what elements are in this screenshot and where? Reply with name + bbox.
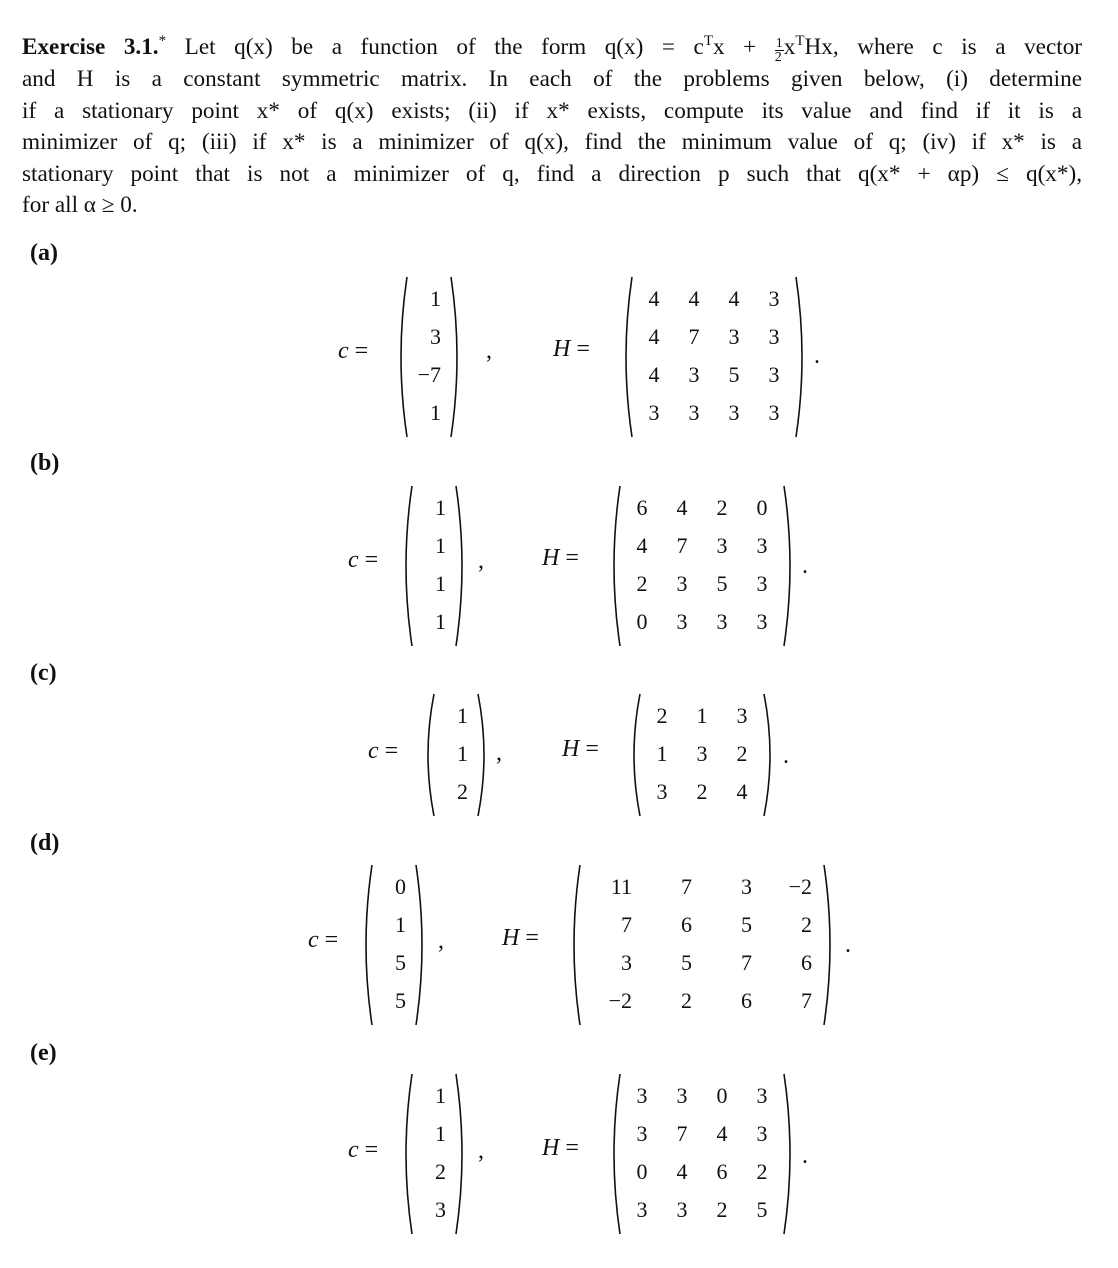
vector-entry: −7 xyxy=(417,362,441,387)
vector-entries xyxy=(414,1077,454,1229)
matrix-entry: 2 xyxy=(681,988,692,1013)
matrix-entry: 3 xyxy=(688,362,700,387)
matrix-entries xyxy=(622,1077,782,1229)
matrix-entry: 2 xyxy=(716,1197,728,1222)
one-half-fraction: $\frac{1}{2}$ xyxy=(774,36,783,65)
matrix-entry: 4 xyxy=(676,495,688,520)
matrix-entry: 7 xyxy=(688,324,700,349)
right-paren xyxy=(762,693,778,817)
part-label-e: (e) xyxy=(30,1040,57,1066)
matrix-entries xyxy=(622,489,782,641)
vector-entry: 1 xyxy=(435,533,446,558)
matrix-entry: 3 xyxy=(741,874,752,899)
H-label-d: H = xyxy=(502,925,539,951)
matrix-entry: 3 xyxy=(768,362,780,387)
vector-entries xyxy=(436,697,476,811)
matrix-entry: 4 xyxy=(648,324,660,349)
left-paren xyxy=(398,1073,414,1235)
matrix-entry: 0 xyxy=(716,1083,728,1108)
matrix-entry: 2 xyxy=(736,741,748,766)
H-label-c: H = xyxy=(562,736,599,762)
matrix-entry: 3 xyxy=(648,400,660,425)
matrix-entry: 1 xyxy=(656,741,668,766)
period-b: . xyxy=(802,553,808,579)
vector-entry: 1 xyxy=(435,1121,446,1146)
vector-entry: 2 xyxy=(457,779,468,804)
vector-entry: 5 xyxy=(395,988,406,1013)
matrix-entry: 7 xyxy=(621,912,632,937)
matrix-entry: 7 xyxy=(741,950,752,975)
matrix-entry: 1 xyxy=(696,703,708,728)
right-paren xyxy=(822,864,838,1026)
matrix-entry: 3 xyxy=(621,950,632,975)
vector-entry: 1 xyxy=(435,1083,446,1108)
matrix-entry: 0 xyxy=(636,1159,648,1184)
right-paren xyxy=(449,276,465,438)
matrix-entry: 3 xyxy=(756,533,768,558)
part-label-b: (b) xyxy=(30,450,60,476)
part-label-a: (a) xyxy=(30,240,58,266)
H-label-b: H = xyxy=(542,545,579,571)
H-matrix-e xyxy=(606,1073,798,1235)
matrix-entry: 5 xyxy=(728,362,740,387)
vector-entry: 1 xyxy=(430,400,441,425)
matrix-entry: 7 xyxy=(676,533,688,558)
vector-entry: 0 xyxy=(395,874,406,899)
statement-line-4: minimizer of q; (iii) if x* is a minimizer of q(x), find the minimum value of q; (iv) if x* is a xyxy=(22,129,1082,156)
period-d: . xyxy=(845,932,851,958)
vector-entry: 1 xyxy=(435,571,446,596)
matrix-entry: −2 xyxy=(788,874,812,899)
matrix-entry: 3 xyxy=(768,400,780,425)
matrix-entry: 3 xyxy=(676,571,688,596)
matrix-entry: 2 xyxy=(716,495,728,520)
vector-entry: 1 xyxy=(435,609,446,634)
H-label-e: H = xyxy=(542,1135,579,1161)
H-matrix-d xyxy=(566,864,838,1026)
matrix-entry: 2 xyxy=(801,912,812,937)
H-matrix-c xyxy=(626,693,778,817)
c-label-e: c = xyxy=(348,1137,379,1163)
matrix-entries xyxy=(582,868,822,1020)
matrix-entry: 3 xyxy=(756,1083,768,1108)
right-paren xyxy=(476,693,492,817)
matrix-entry: 7 xyxy=(676,1121,688,1146)
c-vector-c xyxy=(420,693,492,817)
exercise-statement xyxy=(22,26,1082,222)
matrix-entry: 3 xyxy=(636,1197,648,1222)
left-paren xyxy=(606,1073,622,1235)
matrix-entry: 5 xyxy=(741,912,752,937)
c-label-c: c = xyxy=(368,738,399,764)
matrix-entry: 3 xyxy=(768,286,780,311)
matrix-entry: 3 xyxy=(676,1083,688,1108)
statement-line-1: Exercise 3.1.* Let q(x) be a function of the form $q(x) = c^Tx$ + $\frac{1}{2}$ $x^THx$, where c is a vector xyxy=(22,33,1083,65)
matrix-entry: 3 xyxy=(656,779,668,804)
matrix-entry: 5 xyxy=(716,571,728,596)
vector-entries xyxy=(374,868,414,1020)
matrix-entry: 6 xyxy=(716,1159,728,1184)
matrix-entry: 2 xyxy=(636,571,648,596)
statement-line-6: for all α ≥ 0. xyxy=(22,192,138,219)
left-paren xyxy=(420,693,436,817)
part-label-c: (c) xyxy=(30,660,57,686)
left-paren xyxy=(398,485,414,647)
matrix-entry: 4 xyxy=(648,286,660,311)
vector-entry: 1 xyxy=(395,912,406,937)
matrix-entry: 11 xyxy=(610,874,632,899)
matrix-entry: −2 xyxy=(608,988,632,1013)
matrix-entry: 3 xyxy=(756,609,768,634)
c-vector-a xyxy=(393,276,465,438)
c-vector-e xyxy=(398,1073,470,1235)
vector-entry: 3 xyxy=(430,324,441,349)
vector-entry: 1 xyxy=(457,703,468,728)
matrix-entries xyxy=(634,280,794,432)
c-vector-b xyxy=(398,485,470,647)
vector-entry: 1 xyxy=(435,495,446,520)
matrix-entry: 7 xyxy=(801,988,812,1013)
matrix-entry: 3 xyxy=(728,400,740,425)
right-paren xyxy=(794,276,810,438)
matrix-entry: 6 xyxy=(681,912,692,937)
vector-entry: 1 xyxy=(457,741,468,766)
matrix-entry: 7 xyxy=(681,874,692,899)
H-matrix-b xyxy=(606,485,798,647)
c-label-b: c = xyxy=(348,547,379,573)
left-paren xyxy=(393,276,409,438)
right-paren xyxy=(782,1073,798,1235)
period-c: . xyxy=(783,743,789,769)
matrix-entry: 3 xyxy=(728,324,740,349)
matrix-entry: 4 xyxy=(636,533,648,558)
vector-entries xyxy=(409,280,449,432)
matrix-entry: 3 xyxy=(636,1121,648,1146)
left-paren xyxy=(566,864,582,1026)
matrix-entry: 3 xyxy=(716,609,728,634)
statement-line-5: stationary point that is not a minimizer of q, find a direction p such that q(x* + αp) ≤ q(x*), xyxy=(22,160,1082,187)
matrix-entry: 5 xyxy=(681,950,692,975)
matrix-entries xyxy=(642,697,762,811)
left-paren xyxy=(358,864,374,1026)
matrix-entry: 2 xyxy=(696,779,708,804)
matrix-entry: 0 xyxy=(636,609,648,634)
part-label-d: (d) xyxy=(30,830,60,856)
matrix-entry: 6 xyxy=(741,988,752,1013)
period-a: . xyxy=(814,343,820,369)
right-paren xyxy=(454,1073,470,1235)
exercise-title: Exercise 3.1. xyxy=(22,34,159,60)
right-paren xyxy=(782,485,798,647)
c-label-a: c = xyxy=(338,338,369,364)
H-label-a: H = xyxy=(553,336,590,362)
matrix-entry: 3 xyxy=(736,703,748,728)
comma-b: , xyxy=(478,548,484,574)
matrix-entry: 3 xyxy=(696,741,708,766)
matrix-entry: 3 xyxy=(688,400,700,425)
comma-e: , xyxy=(478,1138,484,1164)
right-paren xyxy=(414,864,430,1026)
matrix-entry: 4 xyxy=(676,1159,688,1184)
matrix-entry: 3 xyxy=(636,1083,648,1108)
statement-line-2: and H is a constant symmetric matrix. In each of the problems given below, (i) determine xyxy=(22,66,1082,92)
c-label-d: c = xyxy=(308,927,339,953)
comma-c: , xyxy=(496,740,502,766)
H-matrix-a xyxy=(618,276,810,438)
matrix-entry: 3 xyxy=(756,1121,768,1146)
matrix-entry: 6 xyxy=(801,950,812,975)
matrix-entry: 6 xyxy=(636,495,648,520)
matrix-entry: 2 xyxy=(756,1159,768,1184)
comma-d: , xyxy=(438,928,444,954)
matrix-entry: 5 xyxy=(756,1197,768,1222)
matrix-entry: 4 xyxy=(648,362,660,387)
matrix-entry: 0 xyxy=(756,495,768,520)
left-paren xyxy=(618,276,634,438)
matrix-entry: 3 xyxy=(676,609,688,634)
vector-entry: 3 xyxy=(435,1197,446,1222)
vector-entry: 2 xyxy=(435,1159,446,1184)
period-e: . xyxy=(802,1143,808,1169)
matrix-entry: 3 xyxy=(716,533,728,558)
vector-entry: 1 xyxy=(430,286,441,311)
left-paren xyxy=(626,693,642,817)
vector-entry: 5 xyxy=(395,950,406,975)
matrix-entry: 3 xyxy=(676,1197,688,1222)
matrix-entry: 3 xyxy=(768,324,780,349)
matrix-entry: 4 xyxy=(728,286,740,311)
c-vector-d xyxy=(358,864,430,1026)
comma-a: , xyxy=(486,338,492,364)
right-paren xyxy=(454,485,470,647)
vector-entries xyxy=(414,489,454,641)
matrix-entry: 4 xyxy=(736,779,748,804)
statement-line-3: if a stationary point x* of q(x) exists; (ii) if x* exists, compute its value and find if it is a xyxy=(22,97,1082,124)
left-paren xyxy=(606,485,622,647)
matrix-entry: 3 xyxy=(756,571,768,596)
matrix-entry: 4 xyxy=(716,1121,728,1146)
matrix-entry: 4 xyxy=(688,286,700,311)
matrix-entry: 2 xyxy=(656,703,668,728)
